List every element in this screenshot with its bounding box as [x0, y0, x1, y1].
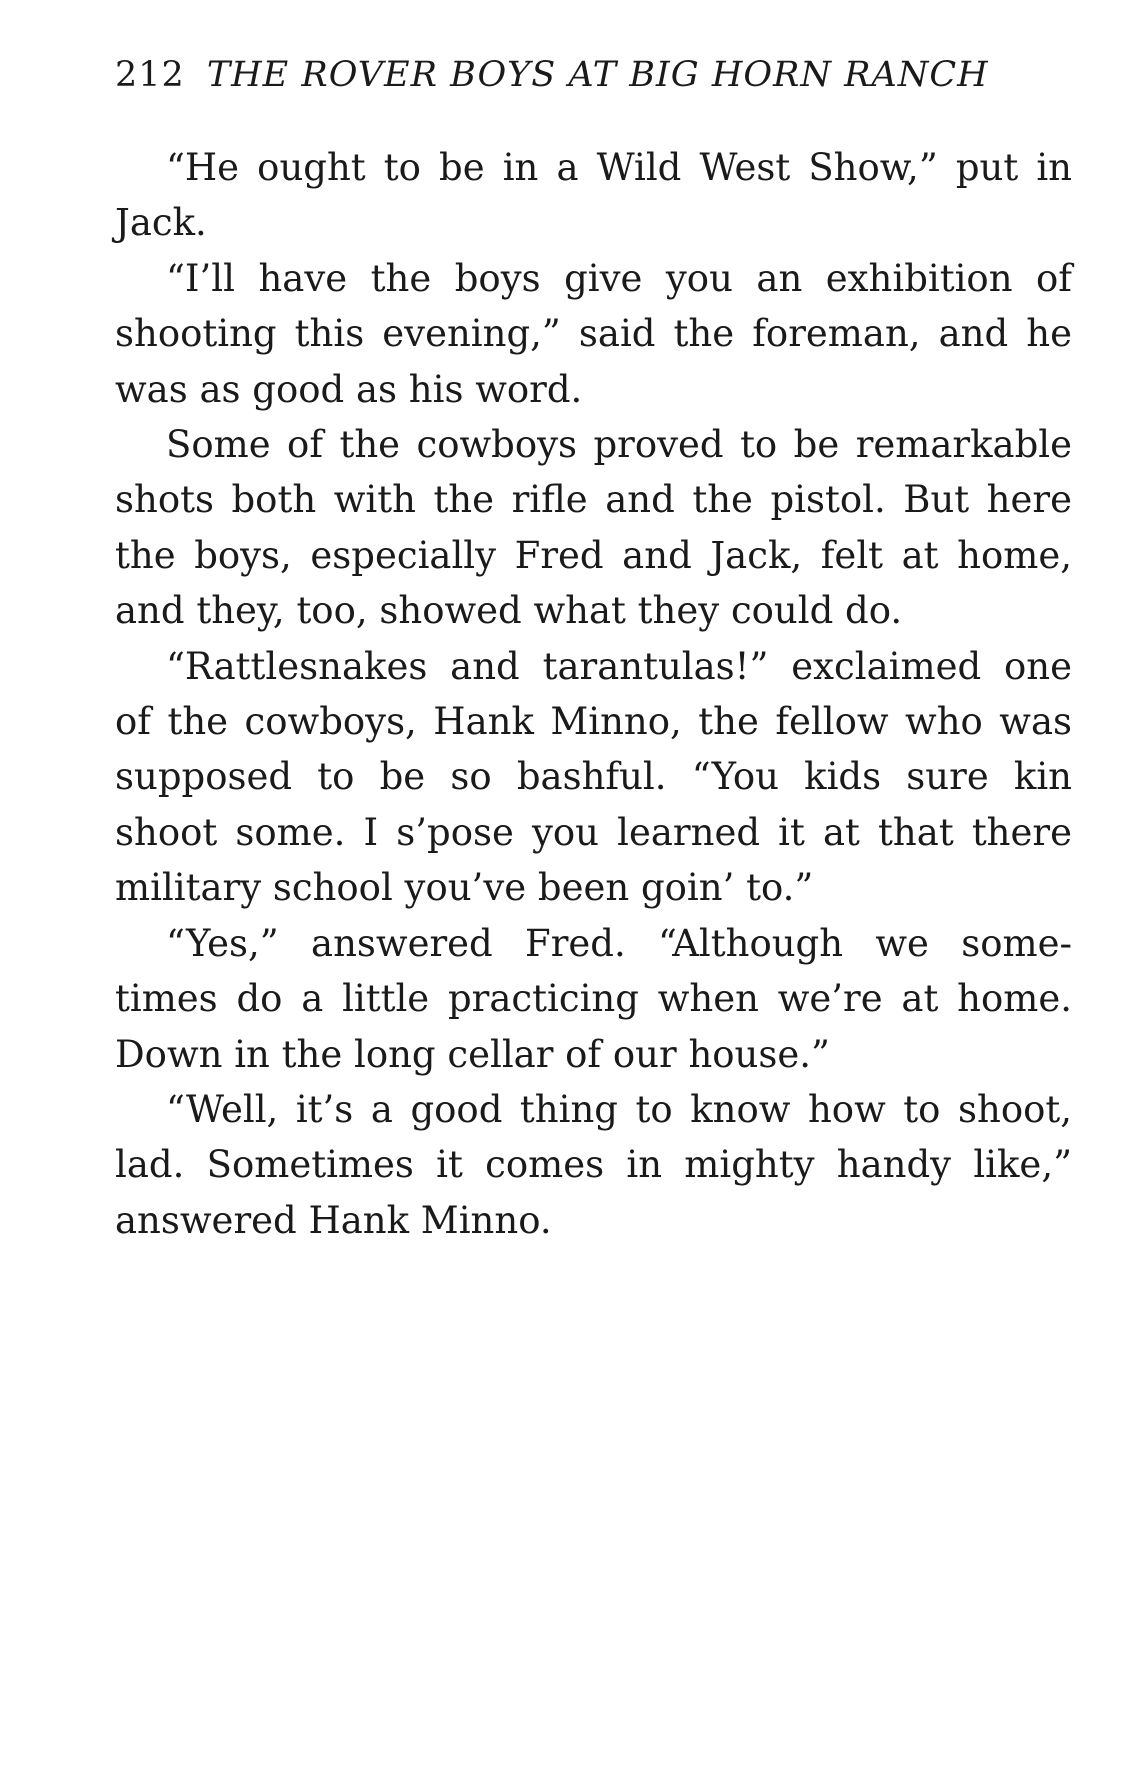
text-line: “I’ll have the boys give you an exhibition of [166, 256, 1072, 300]
text-line: “He ought to be in a Wild West Show,” put in [166, 146, 1072, 189]
text-line: was as good as his word. [115, 367, 583, 411]
running-head [115, 52, 1015, 98]
text-line: shooting this evening,” said the foreman, and he [115, 312, 1072, 356]
page-number: 212 [115, 55, 185, 95]
text-line: and they, too, showed what they could do. [115, 589, 903, 633]
body-text [115, 140, 1072, 1248]
text-line: military school you’ve been goin’ to.” [115, 866, 814, 910]
text-line: answered Hank Minno. [115, 1198, 552, 1242]
text-line: “Rattlesnakes and tarantulas!” exclaimed one [166, 644, 1072, 688]
text-line: shoot some. I s’pose you learned it at that there [115, 810, 1072, 854]
text-line: Down in the long cellar of our house.” [115, 1032, 830, 1076]
text-line: the boys, especially Fred and Jack, felt at home, [115, 533, 1072, 577]
text-line: Jack. [115, 201, 207, 245]
text-line: lad. Sometimes it comes in mighty handy like,” [115, 1143, 1072, 1187]
text-line: times do a little practicing when we’re at home. [115, 977, 1072, 1021]
text-line: “Yes,” answered Fred. “Although we some- [166, 921, 1072, 965]
text-line: “Well, it’s a good thing to know how to shoot, [166, 1087, 1072, 1131]
text-line: of the cowboys, Hank Minno, the fellow who was [115, 700, 1072, 744]
text-line: supposed to be so bashful. “You kids sure kin [115, 755, 1072, 799]
text-line: shots both with the rifle and the pistol. But here [115, 478, 1072, 522]
running-title: THE ROVER BOYS AT BIG HORN RANCH [206, 55, 989, 95]
text-line: Some of the cowboys proved to be remarkable [166, 423, 1072, 467]
